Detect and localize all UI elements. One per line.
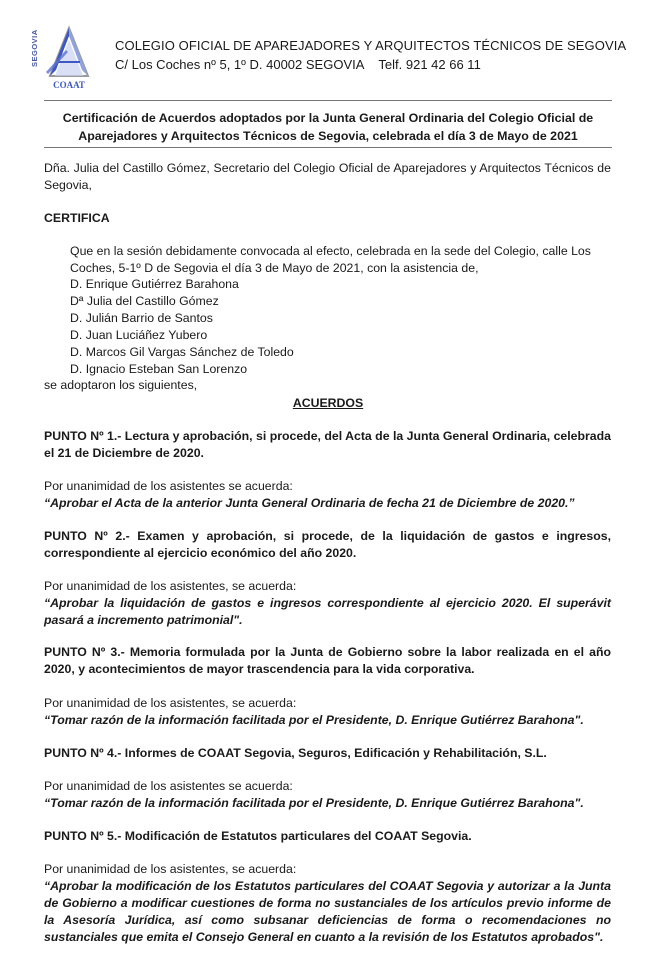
adopted-line: se adoptaron los siguientes, bbox=[44, 378, 198, 392]
punto-1-resolution: “Aprobar el Acta de la anterior Junta General Ordinaria de fecha 21 de Diciembre de 2020.” bbox=[44, 496, 575, 510]
header-divider-bottom bbox=[44, 147, 612, 148]
attendee-item: D. Julián Barrio de Santos bbox=[70, 311, 213, 325]
punto-4-resolution: “Tomar razón de la información facilitada por el Presidente, D. Enrique Gutiérrez Barahona". bbox=[44, 796, 584, 810]
punto-3-resolution: “Tomar razón de la información facilitada por el Presidente, D. Enrique Gutiérrez Barahona". bbox=[44, 713, 584, 727]
secretary-paragraph: Dña. Julia del Castillo Gómez, Secretario del Colegio Oficial de Aparejadores y Arquitectos Técnicos de Segovia, bbox=[44, 161, 611, 192]
attendee-item: D. Enrique Gutiérrez Barahona bbox=[70, 277, 239, 291]
attendee-item: D. Marcos Gil Vargas Sánchez de Toledo bbox=[70, 345, 294, 359]
org-name: COLEGIO OFICIAL DE APAREJADORES Y ARQUITECTOS TÉCNICOS DE SEGOVIA bbox=[115, 38, 627, 53]
certifica-heading: CERTIFICA bbox=[44, 211, 110, 225]
punto-5-resolution: “Aprobar la modificación de los Estatutos particulares del COAAT Segovia y autorizar a la Junta de Gobierno a modificar cuestiones de forma no sustanciales de los artículos previo informe de la Asesoría Jurídica, así como subsanar deficiencias de forma o recomendaciones no sustanciales que emita el Consejo General en cuanto a la revisión de los Estatutos aprobados". bbox=[44, 879, 611, 944]
punto-2-heading: PUNTO Nº 2.- Examen y aprobación, si procede, de la liquidación de gastos e ingresos, correspondiente al ejercicio económico del año 2020. bbox=[44, 529, 611, 560]
header-divider-top bbox=[44, 100, 612, 101]
punto-1-intro: Por unanimidad de los asistentes se acuerda: bbox=[44, 479, 293, 493]
punto-5-intro: Por unanimidad de los asistentes, se acuerda: bbox=[44, 862, 297, 876]
punto-1-heading: PUNTO Nº 1.- Lectura y aprobación, si procede, del Acta de la Junta General Ordinaria, celebrada el 21 de Diciembre de 2020. bbox=[44, 429, 611, 460]
punto-2-resolution: “Aprobar la liquidación de gastos e ingresos correspondiente al ejercicio 2020. El superávit pasará a incremento patrimonial". bbox=[44, 596, 611, 627]
punto-5-heading: PUNTO Nº 5.- Modificación de Estatutos particulares del COAAT Segovia. bbox=[44, 829, 472, 843]
punto-4-heading: PUNTO Nº 4.- Informes de COAAT Segovia, Seguros, Edificación y Rehabilitación, S.L. bbox=[44, 746, 547, 760]
punto-4-intro: Por unanimidad de los asistentes se acuerda: bbox=[44, 779, 293, 793]
punto-3-intro: Por unanimidad de los asistentes, se acuerda: bbox=[44, 696, 297, 710]
logo-vertical-text: SEGOVIA bbox=[30, 29, 39, 67]
org-phone: Telf. 921 42 66 11 bbox=[378, 57, 481, 72]
title-line-1: Certificación de Acuerdos adoptados por la Junta General Ordinaria del Colegio Oficial de bbox=[62, 111, 594, 125]
logo-emblem bbox=[36, 18, 102, 92]
attendee-item: Dª Julia del Castillo Gómez bbox=[70, 294, 219, 308]
punto-2-intro: Por unanimidad de los asistentes, se acuerda: bbox=[44, 579, 297, 593]
title-line-2: Aparejadores y Arquitectos Técnicos de Segovia, celebrada el día 3 de Mayo de 2021 bbox=[78, 129, 578, 143]
session-paragraph: Que en la sesión debidamente convocada al efecto, celebrada en la sede del Colegio, calle Los Coches, 5-1º D de Segovia el día 3 de Mayo de 2021, con la asistencia de, bbox=[70, 244, 591, 275]
logo-text: COAAT bbox=[53, 80, 85, 90]
document-title bbox=[44, 109, 612, 145]
attendee-item: D. Ignacio Esteban San Lorenzo bbox=[70, 362, 248, 376]
attendee-item: D. Juan Luciáñez Yubero bbox=[70, 328, 208, 342]
org-address: C/ Los Coches nº 5, 1º D. 40002 SEGOVIA bbox=[115, 57, 365, 72]
punto-3-heading: PUNTO Nº 3.- Memoria formulada por la Junta de Gobierno sobre la labor realizada en el año 2020, y acontecimientos de mayor trascendencia para la vida corporativa. bbox=[44, 645, 611, 676]
org-address-line bbox=[115, 57, 481, 72]
acuerdos-heading: ACUERDOS bbox=[292, 396, 364, 410]
